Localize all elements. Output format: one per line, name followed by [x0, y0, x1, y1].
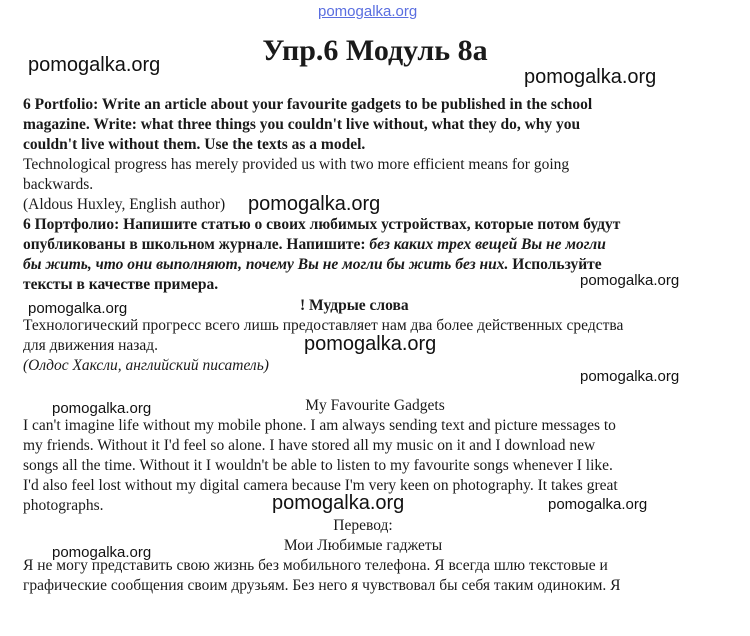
quote-en-line: backwards. — [23, 176, 94, 193]
task-ru-line: 6 Портфолио: Напишите статью о своих любимых устройствах, которые потом будут — [23, 216, 621, 233]
watermark: pomogalka.org — [28, 54, 161, 76]
task-en-line: couldn't live without them. Use the texts as a model. — [23, 136, 366, 153]
watermark: pomogalka.org — [524, 66, 657, 88]
task-ru-italic: без каких трех вещей Вы не могли — [369, 236, 606, 253]
gadgets-text-line: I can't imagine life without my mobile phone. I am always sending text and picture messages to — [23, 417, 616, 434]
task-en-line: 6 Portfolio: Write an article about your favourite gadgets to be published in the school — [23, 96, 593, 113]
task-ru-line: тексты в качестве примера. — [23, 276, 219, 293]
task-en-line: magazine. Write: what three things you couldn't live without, what they do, why you — [23, 116, 581, 133]
quote-ru-line: Технологический прогресс всего лишь предоставляет нам два более действенных средства — [23, 317, 624, 334]
watermark: pomogalka.org — [52, 544, 152, 561]
watermark: pomogalka.org — [272, 492, 405, 514]
watermark: pomogalka.org — [304, 333, 437, 355]
gadgets-title: My Favourite Gadgets — [305, 397, 445, 414]
top-watermark-link[interactable]: pomogalka.org — [318, 3, 418, 20]
task-ru-italic: бы жить, что они выполняют, почему Вы не могли бы жить без них. — [23, 256, 509, 273]
translation-text-line: Я не могу представить свою жизнь без мобильного телефона. Я всегда шлю текстовые и — [23, 557, 608, 574]
page-title: Упр.6 Модуль 8а — [262, 34, 488, 67]
quote-en-line: Technological progress has merely provided us with two more efficient means for going — [23, 156, 570, 173]
task-ru-text: Используйте — [508, 256, 602, 273]
task-ru-text: опубликованы в школьном журнале. Напишите: — [23, 236, 370, 253]
watermark: pomogalka.org — [580, 368, 680, 385]
author-en: (Aldous Huxley, English author) — [23, 196, 226, 213]
watermark: pomogalka.org — [28, 300, 128, 317]
watermark: pomogalka.org — [548, 496, 648, 513]
gadgets-text-line: photographs. — [23, 497, 104, 514]
watermark: pomogalka.org — [52, 400, 152, 417]
author-ru: (Олдос Хаксли, английский писатель) — [23, 357, 269, 374]
watermark: pomogalka.org — [248, 193, 381, 215]
gadgets-text-line: I'd also feel lost without my digital camera because I'm very keen on photography. It takes great — [23, 477, 618, 494]
translation-text-line: графические сообщения своим друзьям. Без него я чувствовал бы себя таким одиноким. Я — [23, 577, 621, 594]
translation-label: Перевод: — [333, 517, 393, 534]
watermark: pomogalka.org — [580, 272, 680, 289]
task-ru-line — [23, 235, 606, 255]
quote-ru-line: для движения назад. — [23, 337, 159, 354]
task-ru-line — [23, 255, 602, 275]
wise-words-heading: ! Мудрые слова — [300, 297, 409, 314]
gadgets-text-line: my friends. Without it I'd feel so alone. I have stored all my music on it and I download new — [23, 437, 596, 454]
gadgets-text-line: songs all the time. Without it I wouldn't be able to listen to my favourite songs whenever I like. — [23, 457, 613, 474]
translation-title: Мои Любимые гаджеты — [283, 537, 443, 554]
